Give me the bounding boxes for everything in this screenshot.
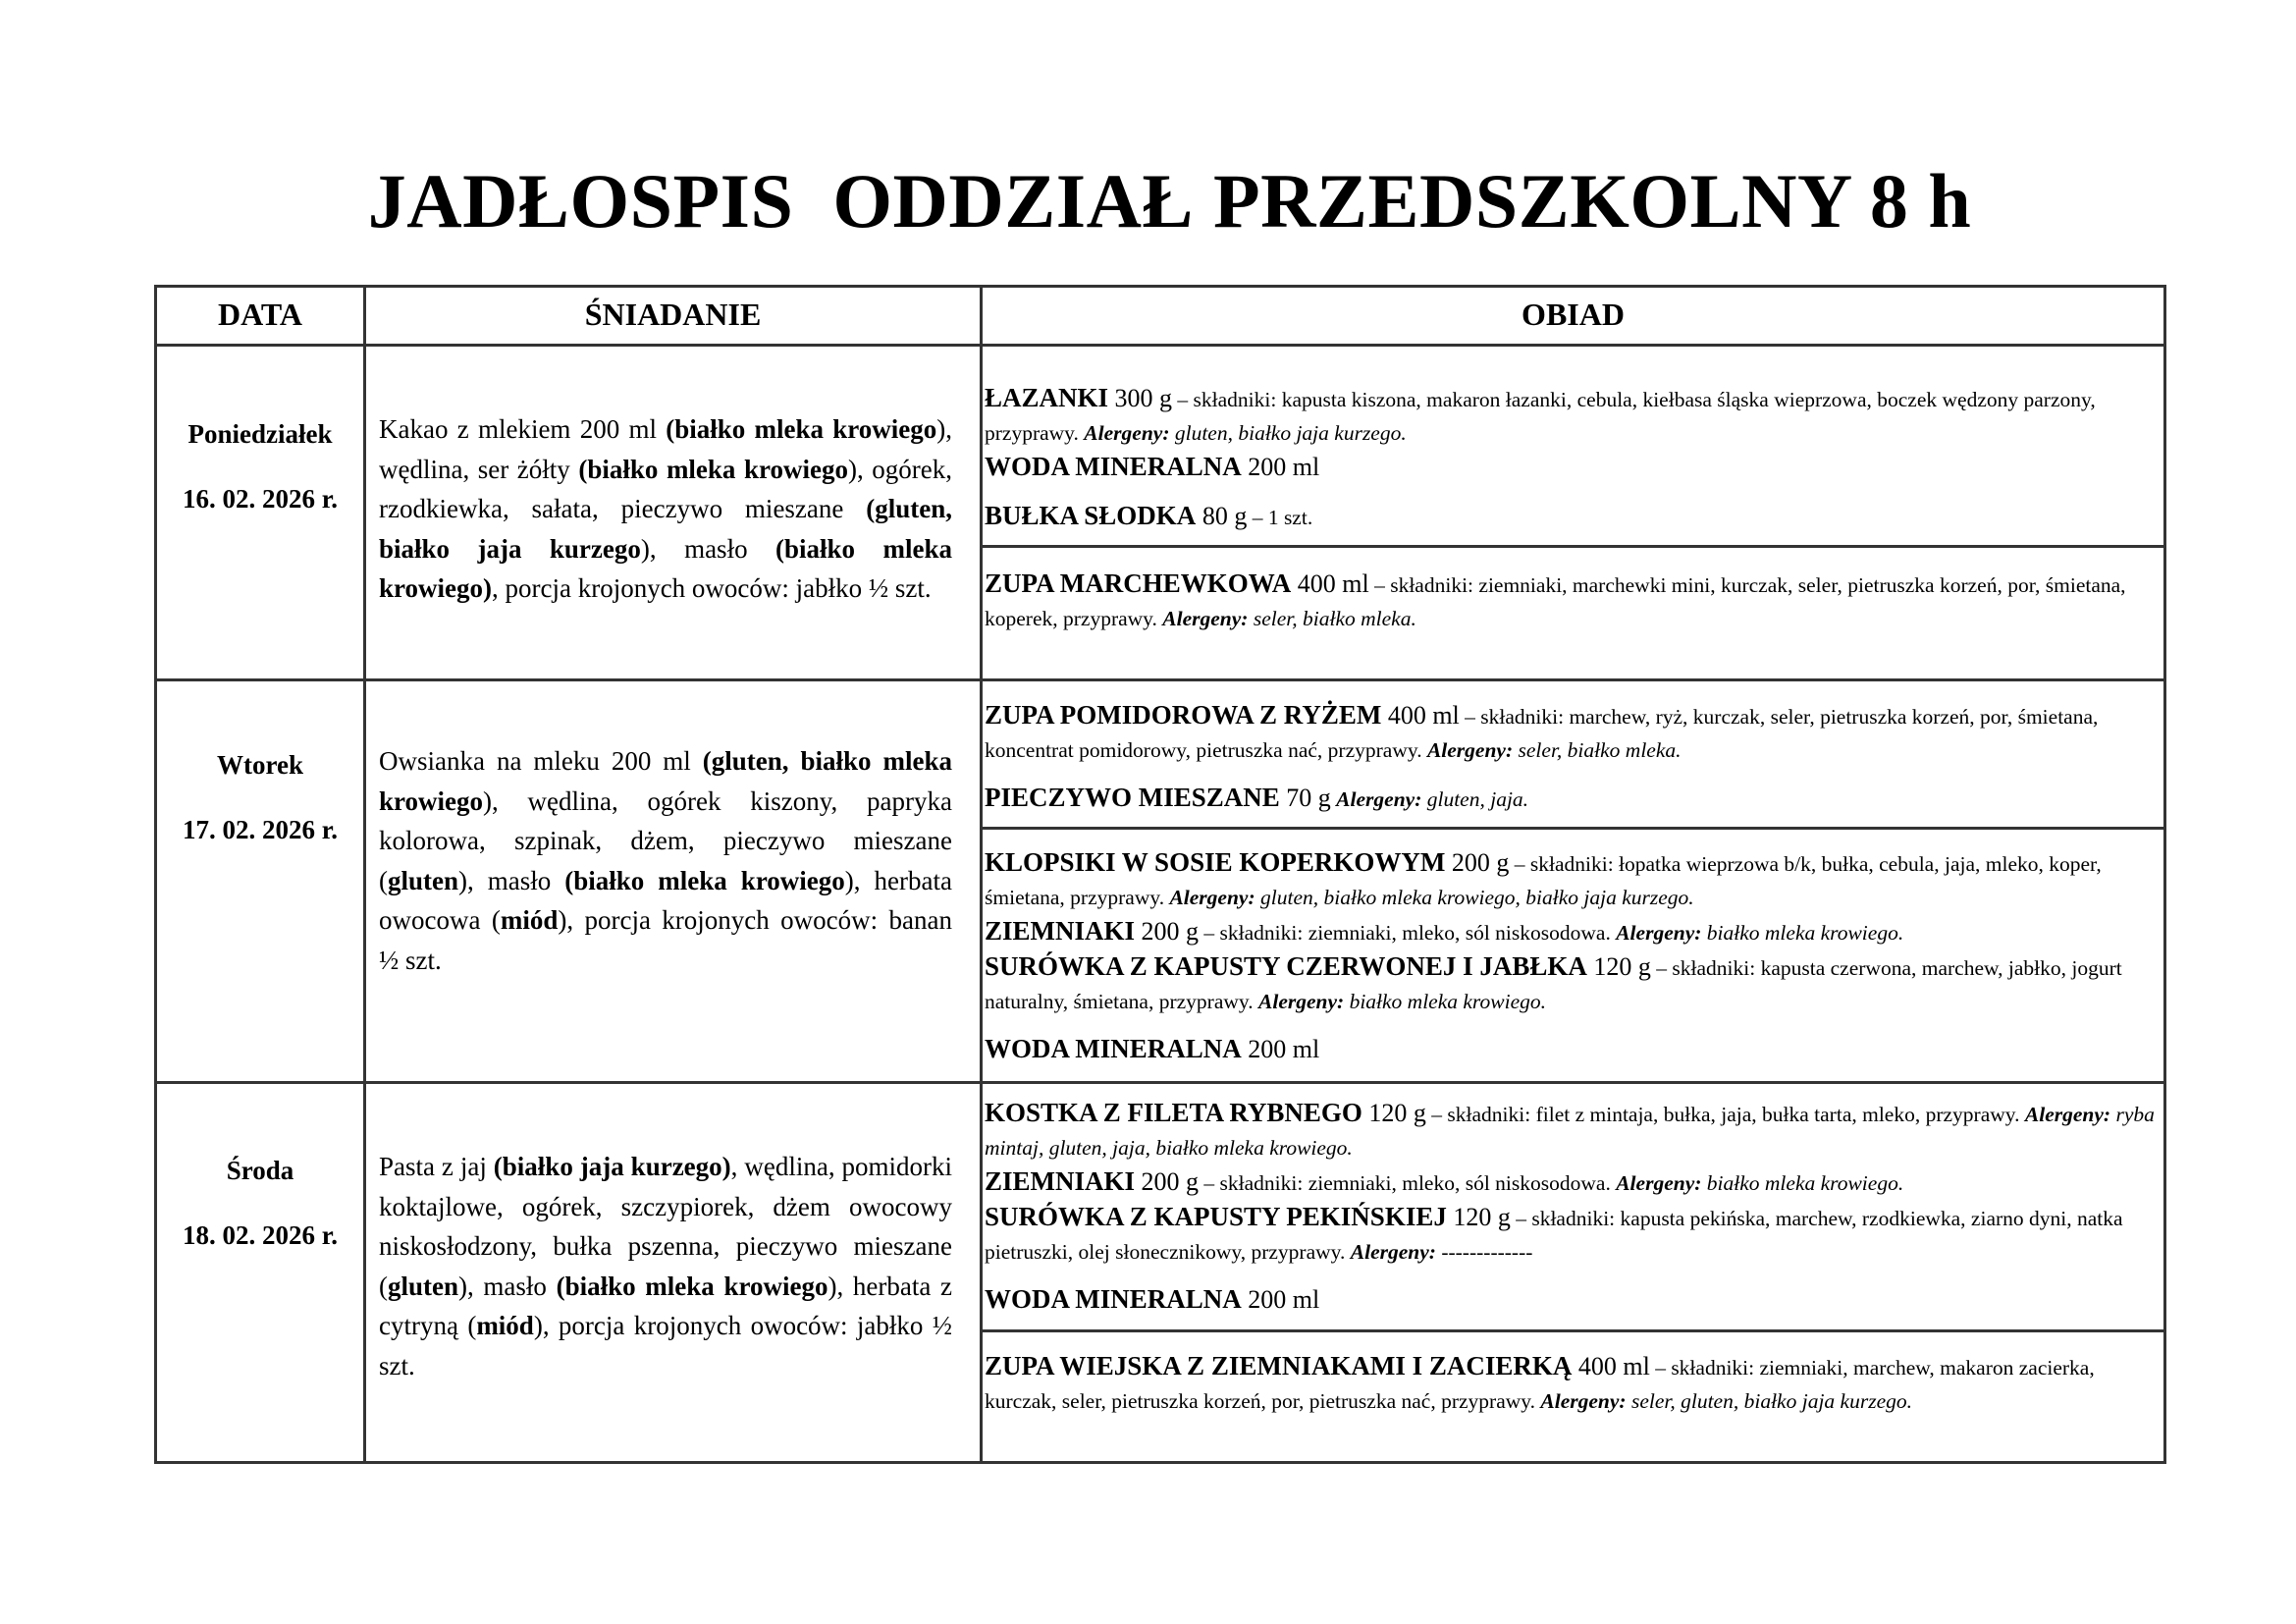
dish-item xyxy=(985,914,2163,949)
header-divider xyxy=(154,344,2166,347)
dish-allergens: Alergeny: seler, białko mleka. xyxy=(1426,738,1682,762)
dish-allergens: Alergeny: ryba mintaj, gluten, jaja, białko mleka krowiego. xyxy=(985,1103,2155,1160)
breakfast-cell xyxy=(379,1147,952,1385)
dish-ingredients: – składniki: ziemniaki, mleko, sól niskosodowa. xyxy=(1199,921,1617,945)
breakfast-text: ), masło xyxy=(458,865,565,895)
breakfast-text: ), herbata z cytryną ( xyxy=(379,1271,953,1340)
dish-ingredients: – składniki: filet z mintaja, bułka, jaja, bułka tarta, mleko, przyprawy. xyxy=(1425,1103,2025,1126)
dish-allergens: Alergeny: gluten, białko jaja kurzego. xyxy=(1084,421,1407,445)
allergen-note: (gluten, białko jaja kurzego xyxy=(379,494,952,564)
date-cell xyxy=(157,1149,363,1278)
day-name: Wtorek xyxy=(217,750,303,780)
breakfast-text: ), masło xyxy=(640,533,776,564)
dish-name: SURÓWKA Z KAPUSTY CZERWONEJ I JABŁKA xyxy=(985,951,1587,981)
dish-ingredients: – 1 szt. xyxy=(1247,506,1313,529)
dish-quantity: 120 g xyxy=(1586,952,1651,981)
dish-item xyxy=(985,1200,2163,1269)
lunch-subdivider xyxy=(982,545,2166,548)
dish-name: ZIEMNIAKI xyxy=(985,916,1136,946)
dish-name: ZUPA WIEJSKA Z ZIEMNIAKAMI I ZACIERKĄ xyxy=(985,1351,1573,1380)
dish-quantity: 70 g xyxy=(1279,784,1331,812)
dish-allergens: Alergeny: seler, białko mleka. xyxy=(1162,607,1416,630)
dish-name: BUŁKA SŁODKA xyxy=(985,501,1197,530)
dish-item xyxy=(985,1032,2163,1067)
dish-name: WODA MINERALNA xyxy=(985,452,1242,481)
allergen-note: miód xyxy=(476,1311,534,1340)
breakfast-text: Pasta z jaj xyxy=(379,1152,494,1181)
dish-name: WODA MINERALNA xyxy=(985,1284,1242,1314)
page-title: JADŁOSPIS ODDZIAŁ PRZEDSZKOLNY 8 h xyxy=(367,158,1972,244)
lunch-block xyxy=(982,698,2163,816)
breakfast-text: ), masło xyxy=(458,1271,557,1301)
dish-quantity: 120 g xyxy=(1446,1203,1511,1231)
allergen-note: (białko mleka krowiego xyxy=(666,414,937,444)
dish-item xyxy=(985,1282,2163,1318)
dish-quantity: 400 ml xyxy=(1572,1352,1650,1380)
allergen-note: gluten xyxy=(388,865,459,895)
dish-item xyxy=(985,781,2163,816)
date-cell xyxy=(157,412,363,542)
allergen-note: gluten xyxy=(388,1271,459,1301)
breakfast-cell xyxy=(379,741,952,980)
dish-allergens: Alergeny: białko mleka krowiego. xyxy=(1616,1171,1904,1195)
day-name: Poniedziałek xyxy=(187,419,333,449)
lunch-block xyxy=(982,381,2163,534)
dish-ingredients: – składniki: ziemniaki, marchewki mini, kurczak, seler, pietruszka korzeń, por, śmietana, koperek, przyprawy. xyxy=(985,573,2126,630)
breakfast-text: , porcja krojonych owoców: jabłko ½ szt. xyxy=(492,573,932,603)
dish-ingredients: – składniki: ziemniaki, marchew, makaron zacierka, kurczak, seler, pietruszka korzeń, por, pietruszka nać, przyprawy. xyxy=(985,1356,2095,1413)
dish-quantity: 200 ml xyxy=(1241,1035,1320,1063)
row-divider xyxy=(154,1081,2166,1084)
allergen-note: miód xyxy=(500,905,559,935)
dish-allergens: Alergeny: ------------- xyxy=(1350,1240,1533,1264)
dish-item xyxy=(985,845,2163,914)
dish-quantity: 200 ml xyxy=(1241,1285,1320,1314)
dish-allergens: Alergeny: gluten, białko mleka krowiego, białko jaja kurzego. xyxy=(1169,886,1694,909)
dish-ingredients: – składniki: marchew, ryż, kurczak, seler, pietruszka korzeń, por, śmietana, koncentrat pomidorowy, pietruszka nać, przyprawy. xyxy=(985,705,2099,762)
dish-ingredients: – składniki: ziemniaki, mleko, sól niskosodowa. xyxy=(1199,1171,1617,1195)
allergen-note: (białko mleka krowiego) xyxy=(379,533,952,603)
breakfast-text: ), ogórek, rzodkiewka, sałata, pieczywo mieszane xyxy=(379,454,953,523)
allergen-note: (białko mleka krowiego xyxy=(564,865,845,895)
breakfast-text: Kakao z mlekiem 200 ml xyxy=(379,414,667,444)
day-date: 18. 02. 2026 r. xyxy=(182,1220,338,1250)
dish-name: KLOPSIKI W SOSIE KOPERKOWYM xyxy=(985,847,1446,877)
dish-item xyxy=(985,949,2163,1018)
lunch-block xyxy=(982,1096,2163,1318)
day-date: 17. 02. 2026 r. xyxy=(182,815,338,844)
dish-allergens: Alergeny: białko mleka krowiego. xyxy=(1258,990,1546,1013)
breakfast-text: ), porcja krojonych owoców: jabłko ½ szt. xyxy=(379,1311,952,1380)
breakfast-text: ), wędlina, ser żółty xyxy=(379,414,952,484)
dish-ingredients: – składniki: kapusta pekińska, marchew, rzodkiewka, ziarno dyni, natka pietruszki, olej słonecznikowy, przyprawy. xyxy=(985,1207,2123,1264)
dish-quantity: 120 g xyxy=(1362,1099,1426,1127)
dish-item xyxy=(985,381,2163,450)
lunch-subdivider xyxy=(982,827,2166,830)
dish-ingredients: – składniki: kapusta czerwona, marchew, jabłko, jogurt naturalny, śmietana, przyprawy. xyxy=(985,956,2122,1013)
dish-ingredients: – składniki: kapusta kiszona, makaron łazanki, cebula, kiełbasa śląska wieprzowa, boczek wędzony parzony, przyprawy. xyxy=(985,388,2096,445)
dish-item xyxy=(985,1164,2163,1200)
dish-quantity: 200 g xyxy=(1135,917,1200,946)
dish-name: ZIEMNIAKI xyxy=(985,1166,1136,1196)
dish-quantity: 80 g xyxy=(1196,502,1248,530)
dish-item xyxy=(985,1349,2163,1418)
breakfast-text: ), porcja krojonych owoców: banan ½ szt. xyxy=(379,905,952,975)
breakfast-text: ), herbata owocowa ( xyxy=(379,865,952,935)
dish-item xyxy=(985,1096,2163,1164)
dish-item xyxy=(985,450,2163,485)
column-header-breakfast: ŚNIADANIE xyxy=(584,297,762,332)
dish-name: SURÓWKA Z KAPUSTY PEKIŃSKIEJ xyxy=(985,1202,1447,1231)
dish-quantity: 200 ml xyxy=(1241,453,1320,481)
lunch-block xyxy=(982,1349,2163,1418)
breakfast-text: ), wędlina, ogórek kiszony, papryka kolorowa, szpinak, dżem, pieczywo mieszane ( xyxy=(379,785,952,895)
dish-quantity: 200 g xyxy=(1445,848,1510,877)
lunch-block xyxy=(982,567,2163,635)
dish-quantity: 400 ml xyxy=(1381,701,1460,730)
dish-name: ZUPA POMIDOROWA Z RYŻEM xyxy=(985,700,1382,730)
row-divider xyxy=(154,678,2166,681)
day-date: 16. 02. 2026 r. xyxy=(182,484,338,514)
dish-quantity: 300 g xyxy=(1108,384,1173,412)
column-header-lunch: OBIAD xyxy=(1522,297,1625,332)
day-name: Środa xyxy=(226,1156,294,1185)
dish-item xyxy=(985,567,2163,635)
dish-ingredients: – składniki: łopatka wieprzowa b/k, bułka, cebula, jaja, mleko, koper, śmietana, przyprawy. xyxy=(985,852,2102,909)
dish-allergens: Alergeny: gluten, jaja. xyxy=(1336,787,1529,811)
dish-quantity: 400 ml xyxy=(1291,569,1369,598)
breakfast-text: , wędlina, pomidorki koktajlowe, ogórek, szczypiorek, dżem owocowy niskosłodzony, bułka pszenna, pieczywo mieszane ( xyxy=(379,1152,953,1301)
column-divider xyxy=(363,285,366,1464)
dish-quantity: 200 g xyxy=(1135,1167,1200,1196)
table-border-bottom xyxy=(154,1461,2166,1464)
column-header-date: DATA xyxy=(218,297,302,332)
dish-name: KOSTKA Z FILETA RYBNEGO xyxy=(985,1098,1362,1127)
dish-item xyxy=(985,499,2163,534)
breakfast-text: Owsianka na mleku 200 ml xyxy=(379,746,703,776)
table-border-right xyxy=(2163,285,2166,1464)
allergen-note: (białko mleka krowiego xyxy=(578,454,848,484)
dish-name: PIECZYWO MIESZANE xyxy=(985,783,1280,812)
date-cell xyxy=(157,743,363,873)
lunch-block xyxy=(982,845,2163,1067)
dish-name: WODA MINERALNA xyxy=(985,1034,1242,1063)
dish-name: ZUPA MARCHEWKOWA xyxy=(985,568,1292,598)
dish-name: ŁAZANKI xyxy=(985,383,1109,412)
breakfast-cell xyxy=(379,409,952,609)
dish-allergens: Alergeny: białko mleka krowiego. xyxy=(1616,921,1904,945)
allergen-note: (białko jaja kurzego) xyxy=(493,1152,731,1181)
lunch-subdivider xyxy=(982,1329,2166,1332)
allergen-note: (gluten, białko mleka krowiego xyxy=(379,746,952,816)
allergen-note: (białko mleka krowiego xyxy=(556,1271,828,1301)
dish-item xyxy=(985,698,2163,767)
dish-allergens: Alergeny: seler, gluten, białko jaja kurzego. xyxy=(1540,1389,1912,1413)
